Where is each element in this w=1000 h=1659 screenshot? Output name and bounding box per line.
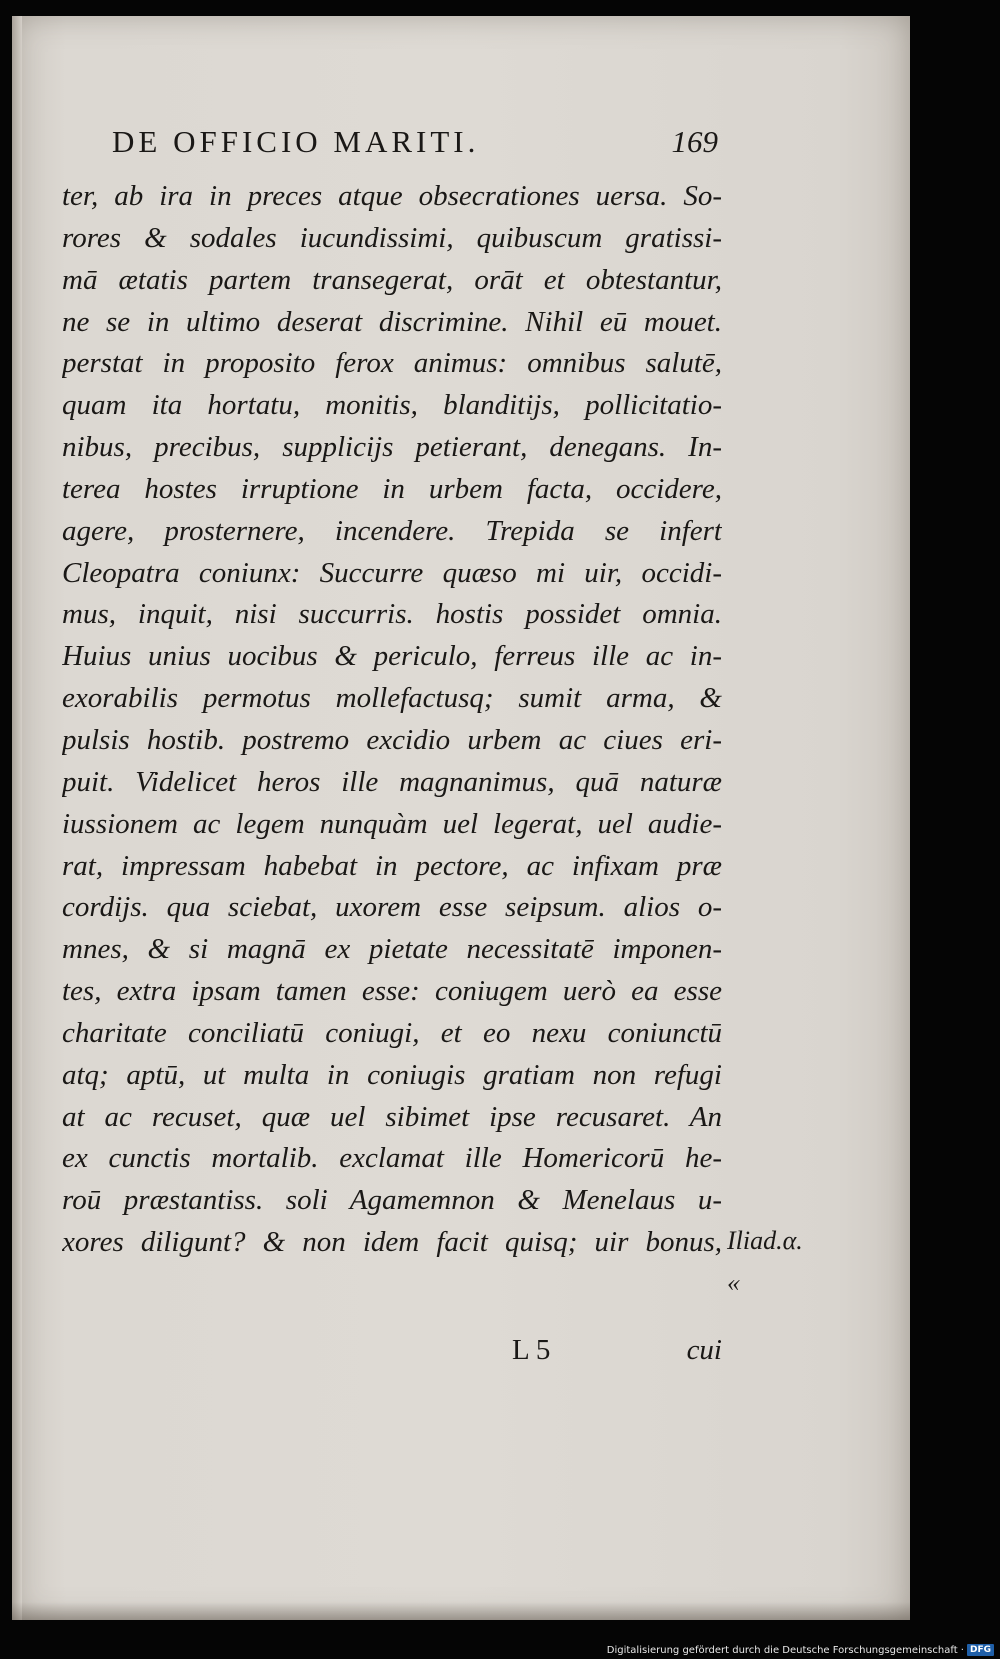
text-line: iussionem ac legem nunquàm uel legerat, uel audie-	[62, 807, 722, 840]
text-line: nibus, precibus, supplicijs petierant, denegans. In-	[62, 431, 722, 464]
text-line: agere, prosternere, incendere. Trepida se infert	[62, 514, 722, 547]
text-line: rat, impressam habebat in pectore, ac infixam præ	[62, 849, 722, 882]
signature-mark: L 5	[512, 1334, 551, 1366]
text-line: ter, ab ira in preces atque obsecrationes uersa. So-	[62, 180, 722, 212]
text-line: roū præstantiss. soli Agamemnon & Menelaus u-	[62, 1184, 722, 1217]
catchword: cui	[686, 1334, 722, 1366]
text-line: at ac recuset, quæ uel sibimet ipse recusaret. An	[62, 1100, 722, 1133]
credit-text: Digitalisierung gefördert durch die Deutsche Forschungsgemeinschaft ·	[606, 1644, 964, 1656]
text-block	[62, 176, 722, 1264]
page-gutter-shadow	[12, 16, 22, 1620]
running-head	[112, 124, 718, 160]
text-line: exorabilis permotus mollefactusq; sumit arma, &	[62, 682, 722, 715]
text-line: Cleopatra coniunx: Succurre quæso mi uir, occidi-	[62, 556, 722, 589]
text-line: tes, extra ipsam tamen esse: coniugem uerò ea esse	[62, 975, 722, 1008]
page-bottom-shadow	[12, 1602, 910, 1620]
text-line: cordijs. qua sciebat, uxorem esse seipsum. alios o-	[62, 891, 722, 924]
running-title: DE OFFICIO MARITI.	[112, 124, 480, 159]
dfg-logo-icon: DFG	[967, 1644, 994, 1656]
text-line: mus, inquit, nisi succurris. hostis possidet omnia.	[62, 598, 722, 631]
text-line: rores & sodales iucundissimi, quibuscum gratissi-	[62, 221, 722, 254]
digitization-credit	[607, 1644, 994, 1656]
text-line: quam ita hortatu, monitis, blanditijs, pollicitatio-	[62, 389, 722, 422]
text-line: Huius unius uocibus & periculo, ferreus ille ac in-	[62, 640, 722, 673]
page-footer	[412, 1334, 722, 1374]
margin-quote-mark: «	[727, 1268, 740, 1297]
text-line: perstat in proposito ferox animus: omnibus salutē,	[62, 347, 722, 380]
text-line: puit. Videlicet heros ille magnanimus, quā naturæ	[62, 765, 722, 798]
margin-note-iliad: Iliad.α.	[727, 1226, 803, 1255]
text-line: terea hostes irruptione in urbem facta, occidere,	[62, 472, 722, 505]
text-line: pulsis hostib. postremo excidio urbem ac ciues eri-	[62, 723, 722, 756]
text-line: ne se in ultimo deserat discrimine. Nihil eū mouet.	[62, 305, 722, 338]
text-line: xores diligunt? & non idem facit quisq; uir bonus,	[62, 1226, 722, 1259]
text-line: ex cunctis mortalib. exclamat ille Homericorū he-	[62, 1142, 722, 1175]
text-line: charitate conciliatū coniugi, et eo nexu coniunctū	[62, 1016, 722, 1049]
book-page	[12, 16, 910, 1620]
text-line: mnes, & si magnā ex pietate necessitatē imponen-	[62, 933, 722, 966]
text-line: atq; aptū, ut multa in coniugis gratiam non refugi	[62, 1058, 722, 1091]
text-line: mā ætatis partem transegerat, orāt et obtestantur,	[62, 263, 722, 296]
page-number: 169	[671, 124, 718, 159]
